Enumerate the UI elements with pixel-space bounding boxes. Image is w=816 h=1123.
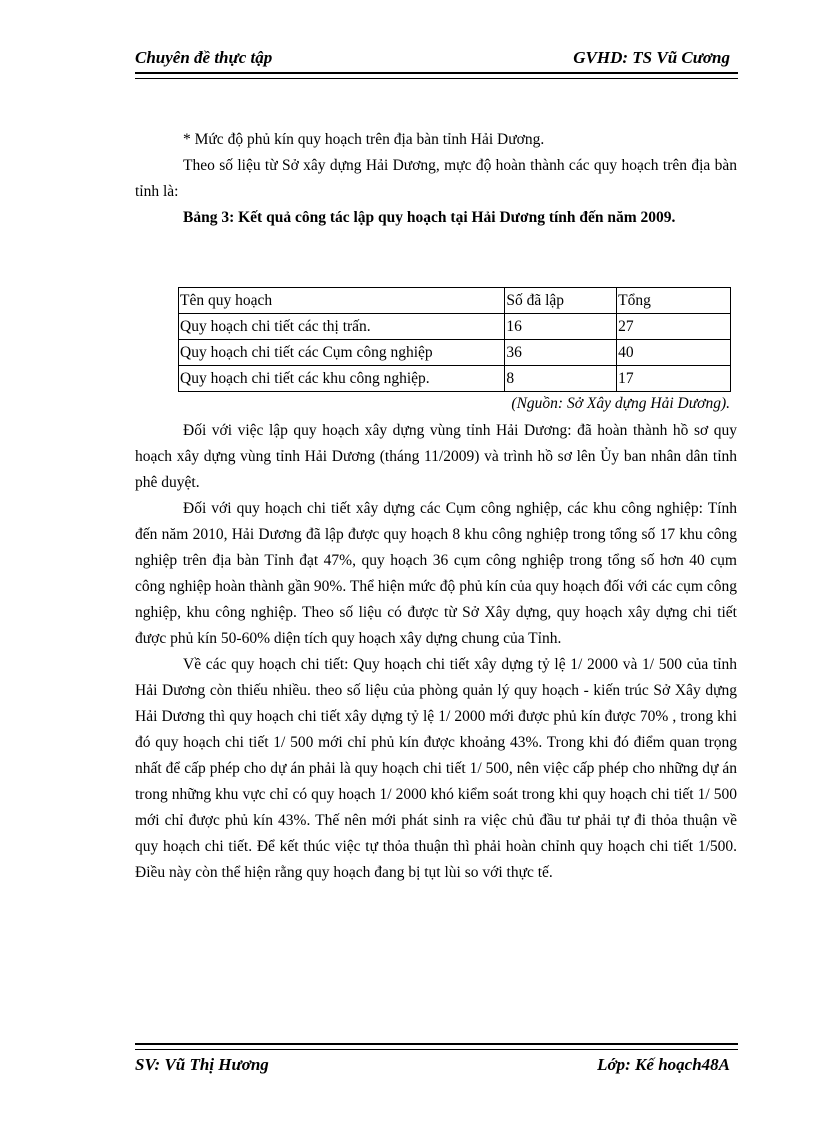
table-cell: Quy hoạch chi tiết các khu công nghiệp. [179, 366, 505, 392]
header-supervisor: GVHD: TS Vũ Cương [573, 48, 730, 67]
table-caption: Bảng 3: Kết quả công tác lập quy hoạch tại Hải Dương tính đến năm 2009. [183, 209, 676, 226]
planning-table [178, 287, 731, 392]
page-header [135, 48, 730, 68]
body-paragraph: Đối với quy hoạch chi tiết xây dựng các Cụm công nghiệp, các khu công nghiệp: Tính đến năm 2010, Hải Dương đã lập được quy hoạch 8 khu công nghiệp trong tổng số 17 khu công nghiệp trên địa bàn Tỉnh đạt 47%, quy hoạch 36 cụm công nghiệp trong tổng số hơn 40 cụm công nghiệp hoàn thành gần 90%. Thể hiện mức độ phủ kín của quy hoạch đối với các cụm công nghiệp, khu công nghiệp. Theo số liệu có được từ Sở Xây dựng, quy hoạch xây dựng chi tiết được phủ kín 50-60% diện tích quy hoạch xây dựng chung của Tỉnh. [135, 500, 737, 647]
table-header: Số đã lập [505, 288, 617, 314]
bullet-heading: * Mức độ phủ kín quy hoạch trên địa bàn tỉnh Hải Dương. [183, 131, 545, 148]
page-footer [135, 1055, 730, 1075]
intro-paragraph: Theo số liệu từ Sở xây dựng Hải Dương, mực độ hoàn thành các quy hoạch trên địa bàn tỉnh là: [135, 157, 737, 200]
table-header: Tổng [617, 288, 731, 314]
body-paragraph: Về các quy hoạch chi tiết: Quy hoạch chi tiết xây dựng tỷ lệ 1/ 2000 và 1/ 500 của tỉnh Hải Dương còn thiếu nhiều. theo số liệu của phòng quản lý quy hoạch - kiến trúc Sở Xây dựng Hải Dương thì quy hoạch chi tiết xây dựng tỷ lệ 1/ 2000 mới được phủ kín được 70% , trong khi đó quy hoạch chi tiết 1/ 500 mới chỉ phủ kín được khoảng 43%. Trong khi đó điểm quan trọng nhất để cấp phép cho dự án phải là quy hoạch chi tiết 1/ 500, nên việc cấp phép cho những dự án trong những khu vực chỉ có quy hoạch 1/ 2000 khó kiểm soát trong khi quy hoạch chi tiết 1/ 500 mới chỉ được phủ kín 43%. Thế nên mới phát sinh ra việc chủ đầu tư phải tự đi thỏa thuận về quy hoạch chi tiết. Để kết thúc việc tự thỏa thuận thì phải hoàn chỉnh quy hoạch chi tiết 1/500. Điều này còn thể hiện rằng quy hoạch đang bị tụt lùi so với thực tế. [135, 656, 737, 881]
table-cell: 16 [505, 314, 617, 340]
table-row [179, 340, 731, 366]
table-header-row [179, 288, 731, 314]
table-row [179, 314, 731, 340]
header-title: Chuyên đề thực tập [135, 48, 273, 67]
table-cell: 40 [617, 340, 731, 366]
table-cell: 8 [505, 366, 617, 392]
footer-class: Lớp: Kế hoạch48A [597, 1055, 730, 1074]
footer-rule [135, 1043, 738, 1050]
table-cell: Quy hoạch chi tiết các Cụm công nghiệp [179, 340, 505, 366]
table-row [179, 366, 731, 392]
table-cell: 27 [617, 314, 731, 340]
body-paragraph: Đối với việc lập quy hoạch xây dựng vùng tỉnh Hải Dương: đã hoàn thành hồ sơ quy hoạch xây dựng vùng tỉnh Hải Dương (tháng 11/2009) và trình hồ sơ lên Ủy ban nhân dân tỉnh phê duyệt. [135, 422, 737, 491]
table-header: Tên quy hoạch [179, 288, 505, 314]
table-cell: Quy hoạch chi tiết các thị trấn. [179, 314, 505, 340]
body-section [135, 418, 737, 886]
footer-student: SV: Vũ Thị Hương [135, 1055, 269, 1074]
intro-section [135, 127, 737, 231]
header-rule [135, 72, 738, 79]
table-cell: 36 [505, 340, 617, 366]
table-cell: 17 [617, 366, 731, 392]
table-source: (Nguồn: Sở Xây dựng Hải Dương). [511, 395, 730, 412]
